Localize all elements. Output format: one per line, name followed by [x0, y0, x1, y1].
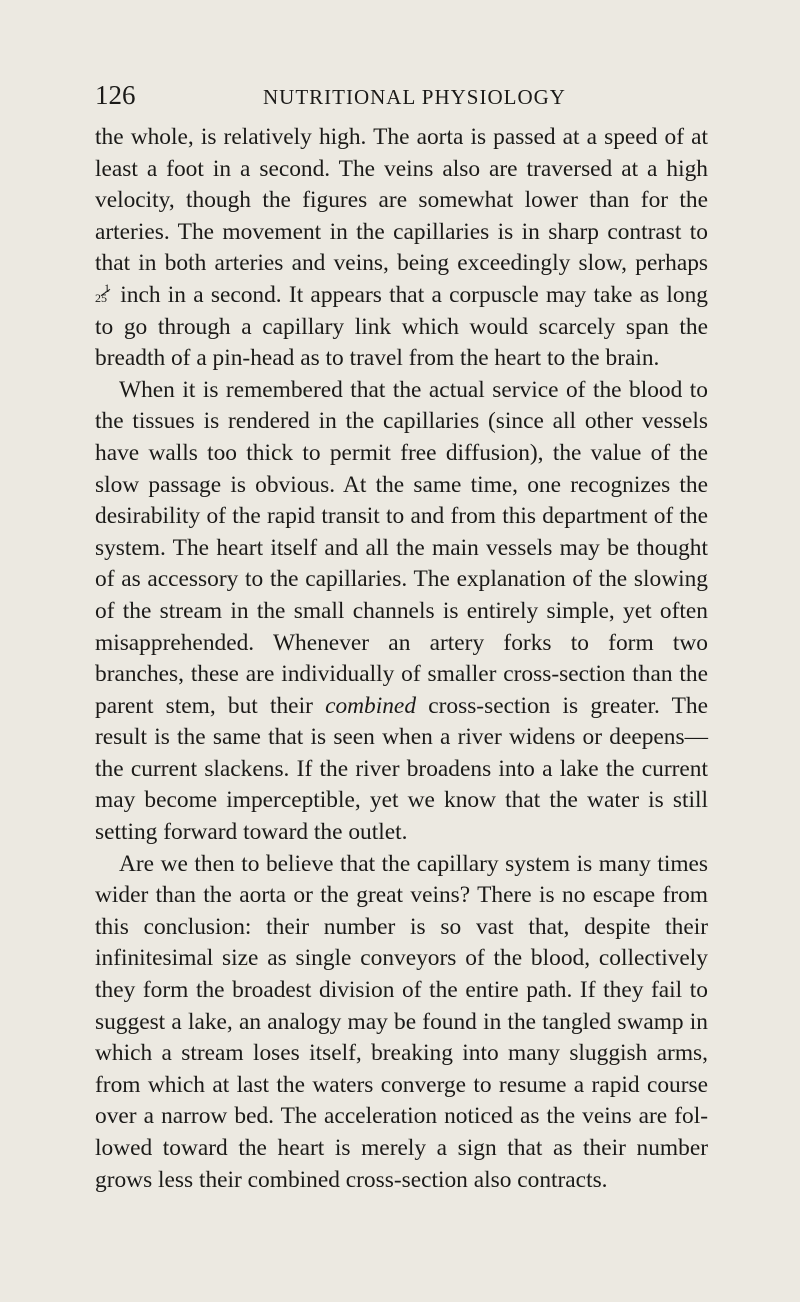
paragraph-2-text-a: When it is remembered that the actual service of the blood to the tissues is rendered in the capillaries (since all other vessels have walls too thick to permit free diffusion), the value of the slow passage is obvious. At the same time, one recognizes the desirability of the rapid transit to and from this department of the system. The heart itself and all the main vessels may be thought of as accessory to the capillaries. The explanation of the slowing of the stream in the small channels is entirely simple, yet often misapprehended. Whenever an artery forks to form two branches, these are individually of smaller cross-section than the parent stem, but their — [95, 376, 708, 719]
paragraph-1 — [95, 122, 708, 375]
page-number: 126 — [95, 80, 136, 110]
fraction-denominator: 25 — [95, 290, 107, 305]
emphasis-combined: combined — [325, 692, 417, 719]
paragraph-1-text-a: the whole, is relatively high. The aorta is passed at a speed of at least a foot in a second. The veins also are traversed at a high velocity, though the figures are somewhat lower than for the arteries. The movement in the capillaries is in sharp contrast to that in both arteries and veins, being exceedingly slow, perhaps — [95, 124, 708, 277]
paragraph-2 — [95, 375, 708, 849]
paragraph-1-text-b: inch in a second. It appears that a corpuscle may take as long to go through a capillary link which would scarcely span the breadth of a pin-head as to travel from the heart to the brain. — [95, 281, 708, 372]
paragraph-3: Are we then to believe that the capillary system is many times wider than the aorta or the great veins? There is no escape from this conclusion: their number is so vast that, despite their infinitesimal size as single conveyors of the blood, collectively they form the broadest division of the entire path. If they fail to suggest a lake, an analogy may be found in the tangled swamp in which a stream loses itself, breaking into many sluggish arms, from which at last the waters converge to resume a rapid course over a narrow bed. The acceleration noticed as the veins are followed toward the heart is merely a sign that as their number grows less their combined cross-section also contracts. — [95, 850, 708, 1193]
fraction-one-twenty-fifth — [95, 280, 113, 305]
running-head — [95, 78, 711, 112]
fraction-numerator: 1 — [104, 280, 110, 295]
body-text — [95, 122, 708, 1196]
running-title: NUTRITIONAL PHYSIOLOGY — [263, 85, 566, 109]
paragraph-2-text-b: cross-section is greater. The result is the same that is seen when a river widens or deepens—the current slackens. If the river broadens into a lake the current may become imperceptible, yet we know that the water is still setting forward toward the outlet. — [95, 692, 708, 846]
